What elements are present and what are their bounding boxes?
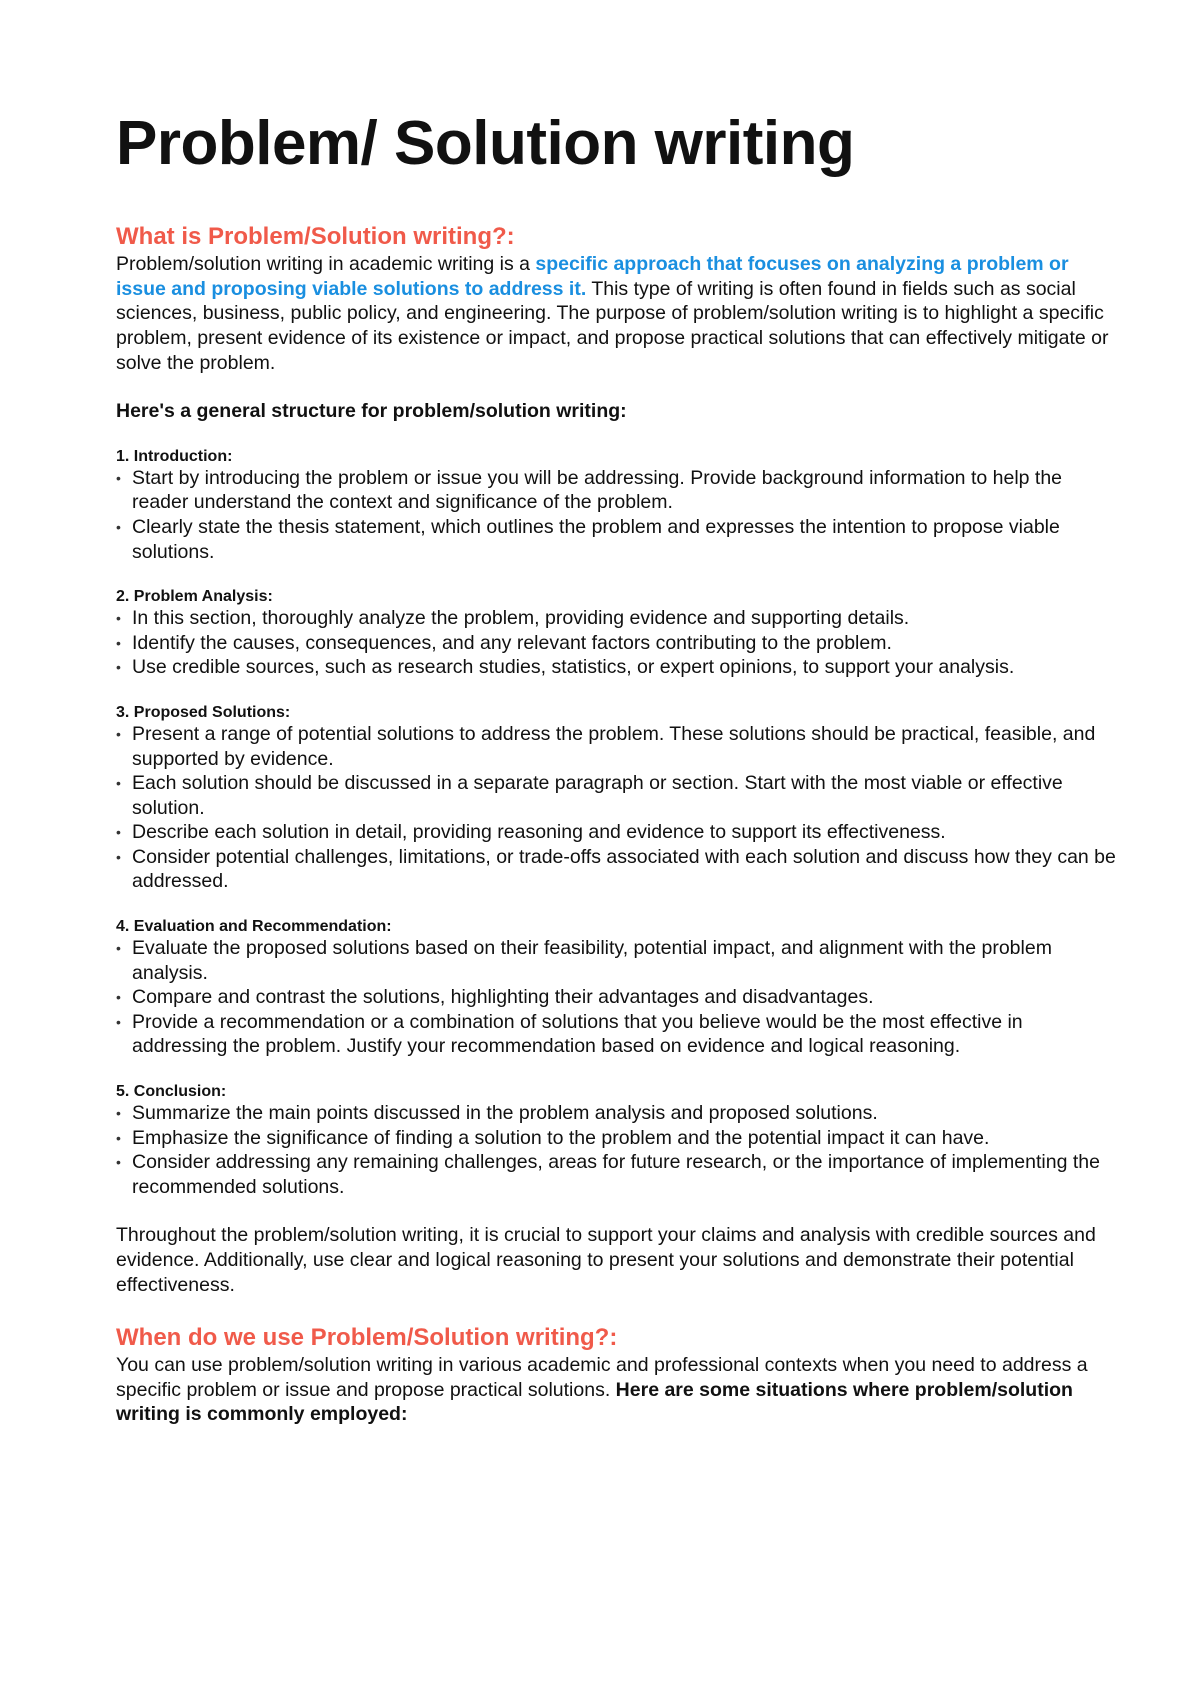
list-item: • Consider potential challenges, limitations, or trade-offs associated with each solution and discuss how they can be addressed. xyxy=(116,845,1120,894)
closing-paragraph: Throughout the problem/solution writing, it is crucial to support your claims and analysis with credible sources and evidence. Additionally, use clear and logical reasoning to present your solutions and demonstrate their potential effectiveness. xyxy=(116,1224,1096,1296)
list-item: • Present a range of potential solutions to address the problem. These solutions should be practical, feasible, and supported by evidence. xyxy=(116,722,1120,771)
list-item: • Use credible sources, such as research studies, statistics, or expert opinions, to support your analysis. xyxy=(116,655,1120,680)
section-introduction xyxy=(116,448,1120,564)
page-title: Problem/ Solution writing xyxy=(116,109,855,178)
list-item: • Identify the causes, consequences, and any relevant factors contributing to the problem. xyxy=(116,631,1120,656)
section-title: 3. Proposed Solutions: xyxy=(116,703,291,721)
when-heading: When do we use Problem/Solution writing?: xyxy=(116,1324,618,1352)
section-evaluation xyxy=(116,918,1120,1059)
when-paragraph xyxy=(116,1353,1120,1427)
bullet-list xyxy=(116,936,1120,1059)
list-item: • Start by introducing the problem or issue you will be addressing. Provide background information to help the reader understand the context and significance of the problem. xyxy=(116,466,1120,515)
list-item: • In this section, thoroughly analyze the problem, providing evidence and supporting details. xyxy=(116,606,1120,631)
list-item: • Each solution should be discussed in a separate paragraph or section. Start with the most viable or effective solution. xyxy=(116,771,1120,820)
list-item: • Describe each solution in detail, providing reasoning and evidence to support its effectiveness. xyxy=(116,820,1120,845)
what-text-start: Problem/solution writing in academic writing is a xyxy=(116,253,536,276)
when-bold-text: Here are some situations where problem/solution writing is commonly employed: xyxy=(116,1378,1073,1426)
list-item: • Evaluate the proposed solutions based on their feasibility, potential impact, and alignment with the problem analysis. xyxy=(116,936,1120,985)
list-item: • Summarize the main points discussed in the problem analysis and proposed solutions. xyxy=(116,1101,1120,1126)
bullet-list xyxy=(116,606,1120,680)
section-proposed-solutions xyxy=(116,704,1120,894)
when-text: You can use problem/solution writing in various academic and professional contexts when you need to address a specific problem or issue and propose practical solutions. xyxy=(116,1354,1088,1401)
section-title: 5. Conclusion: xyxy=(116,1083,227,1101)
section-title: 4. Evaluation and Recommendation: xyxy=(116,918,392,936)
list-item: • Compare and contrast the solutions, highlighting their advantages and disadvantages. xyxy=(116,985,1120,1010)
list-item: • Provide a recommendation or a combination of solutions that you believe would be the most effective in addressing the problem. Justify your recommendation based on evidence and logical reasoning. xyxy=(116,1010,1120,1059)
structure-intro: Here's a general structure for problem/solution writing: xyxy=(116,400,627,423)
bullet-list xyxy=(116,466,1120,564)
list-item: • Clearly state the thesis statement, which outlines the problem and expresses the intention to propose viable solutions. xyxy=(116,515,1120,564)
section-conclusion xyxy=(116,1083,1120,1199)
section-problem-analysis xyxy=(116,588,1120,680)
what-highlight: specific approach that focuses on analyzing a problem or issue and proposing viable solutions to address it. xyxy=(116,253,1069,300)
list-item: • Emphasize the significance of finding a solution to the problem and the potential impact it can have. xyxy=(116,1126,1120,1151)
bullet-list xyxy=(116,1101,1120,1199)
list-item: • Consider addressing any remaining challenges, areas for future research, or the importance of implementing the recommended solutions. xyxy=(116,1150,1120,1199)
bullet-list xyxy=(116,722,1120,894)
what-heading: What is Problem/Solution writing?: xyxy=(116,223,515,251)
what-text-end: This type of writing is often found in fields such as social sciences, business, public policy, and engineering. The purpose of problem/solution writing is to highlight a specific problem, present evidence of its existence or impact, and propose practical solutions that can effectively mitigate or solve the problem. xyxy=(116,277,1109,374)
section-title: 2. Problem Analysis: xyxy=(116,588,273,606)
what-paragraph xyxy=(116,252,1120,375)
section-title: 1. Introduction: xyxy=(116,447,233,465)
